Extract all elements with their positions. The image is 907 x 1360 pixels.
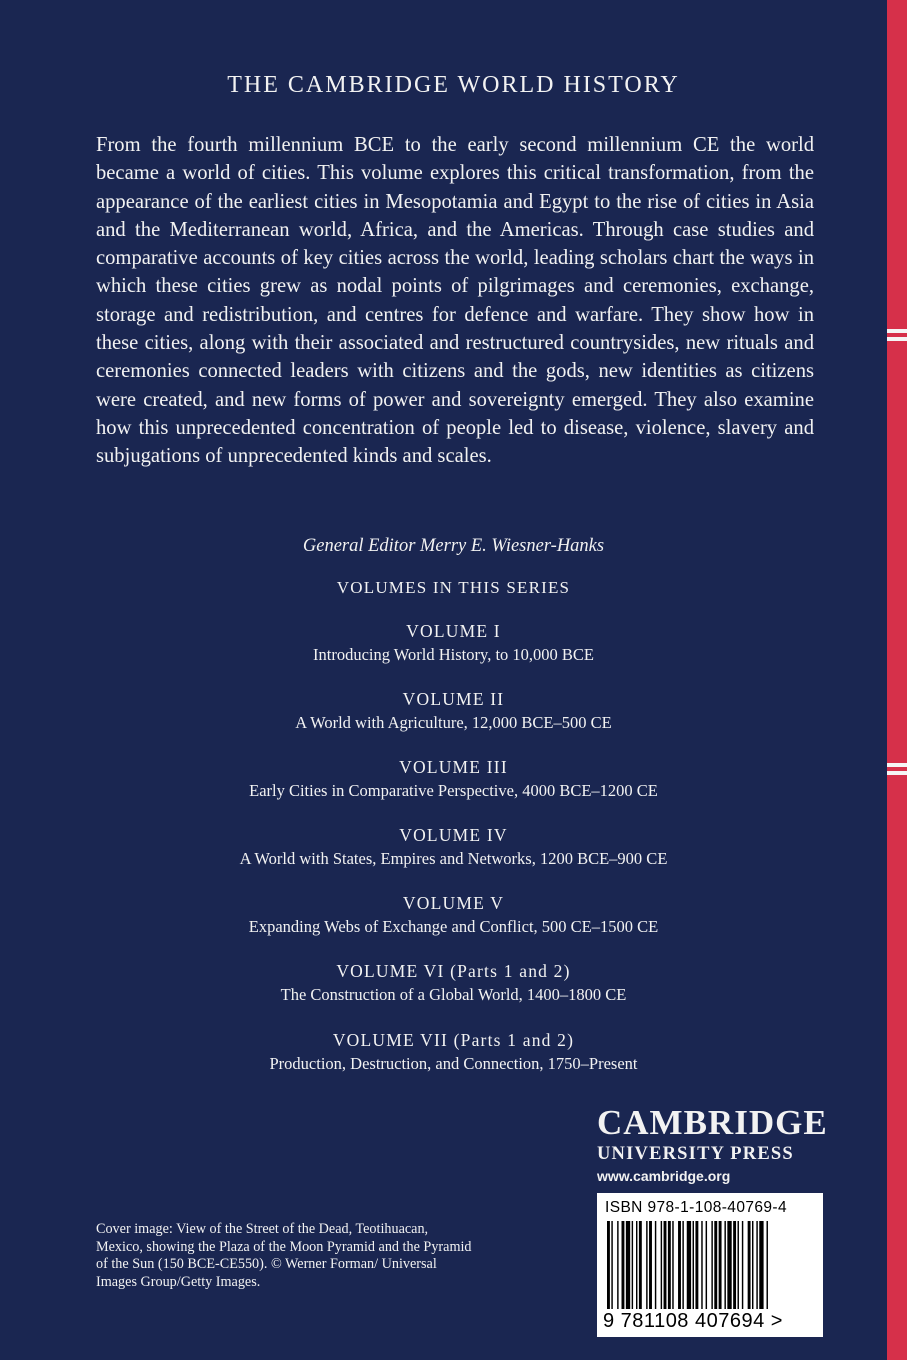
publisher-press: UNIVERSITY PRESS [597,1144,794,1164]
volume-title: Early Cities in Comparative Perspective, 4000 BCE–1200 CE [249,781,658,800]
barcode-bar [714,1221,717,1309]
spine-stripe [887,337,907,341]
volume-label: VOLUME VI (Parts 1 and 2) [336,961,571,981]
isbn-digits: 9 781108 407694 > [603,1310,783,1332]
publisher-logo [597,1104,837,1186]
barcode-bar [664,1221,667,1309]
barcode-bar [759,1221,763,1309]
volume-entry [0,892,907,940]
barcode-bars [607,1221,813,1309]
barcode-bar [678,1221,681,1309]
volume-entry [0,620,907,668]
barcode-bar [752,1221,753,1309]
spine-edge [887,0,907,1360]
volume-label: VOLUME VII (Parts 1 and 2) [332,1030,575,1050]
barcode-bar [626,1221,630,1309]
volume-title: Introducing World History, to 10,000 BCE [313,645,594,664]
volume-label: VOLUME I [406,621,501,641]
volume-title: Expanding Webs of Exchange and Conflict, 500 CE–1500 CE [248,917,659,936]
cover-image-credit: Cover image: View of the Street of the Dead, Teotihuacan, Mexico, showing the Plaza of the Moon Pyramid and the Pyramid of the Sun (150 BCE-CE550). © Werner Forman/ Universal Images Group/Getty Images. [96,1221,472,1290]
isbn-label: ISBN 978-1-108-40769-4 [605,1199,787,1216]
barcode-bar [682,1221,683,1309]
barcode-bar [672,1221,673,1309]
volume-title: Production, Destruction, and Connection, 1750–Present [269,1054,638,1073]
barcode-bar [727,1221,731,1309]
barcode-bar [617,1221,618,1309]
general-editor: General Editor Merry E. Wiesner-Hanks [302,536,605,556]
volume-title: The Construction of a Global World, 1400–1800 CE [280,985,627,1004]
volume-entry [0,824,907,872]
barcode-bar [711,1221,712,1309]
barcode-bar [607,1221,610,1309]
barcode-bar [767,1221,768,1309]
isbn-barcode [597,1193,823,1337]
volume-title: A World with Agriculture, 12,000 BCE–500 CE [295,713,612,732]
barcode-bar [646,1221,647,1309]
barcode-bar [636,1221,637,1309]
volume-entry [0,1029,907,1077]
barcode-bar [724,1221,725,1309]
volume-entry [0,688,907,736]
barcode-bar [693,1221,694,1309]
barcode-bar [695,1221,698,1309]
volume-entry [0,960,907,1008]
blurb-paragraph: From the fourth millennium BCE to the early second millennium CE the world became a world of cities. This volume explores this critical transformation, from the appearance of the earliest cities in Mesopotamia and Egypt to the rise of cities in Asia and the Mediterranean world, Africa, and the Americas. Through case studies and comparative accounts of key cities across the world, leading scholars chart the ways in which these cities grew as nodal points of pilgrimages and ceremonies, exchange, storage and redistribution, and centres for defence and warfare. They show how in these cities, along with their associated and restructured countrysides, new rituals and ceremonies connected leaders with citizens and the gods, new identities as citizens were created, and new forms of power and sovereignty emerged. They also examine how this unprecedented concentration of people led to disease, violence, slavery and subjugations of unprecedented kinds and scales. [96,134,814,468]
volumes-heading: VOLUMES IN THIS SERIES [336,578,571,597]
spine-stripe [887,329,907,333]
barcode-bar [733,1221,736,1309]
volume-label: VOLUME III [399,757,508,777]
barcode-bar [639,1221,642,1309]
barcode-bar [622,1221,625,1309]
barcode-bar [632,1221,633,1309]
barcode-bar [701,1221,702,1309]
barcode-bar [687,1221,691,1309]
barcode-bar [748,1221,751,1309]
volume-label: VOLUME V [402,893,505,913]
barcode-bar [649,1221,652,1309]
publisher-name: CAMBRIDGE [597,1103,828,1142]
barcode-bar [668,1221,671,1309]
barcode-bar [738,1221,739,1309]
publisher-url: www.cambridge.org [597,1168,731,1184]
volume-label: VOLUME II [402,689,505,709]
series-title: THE CAMBRIDGE WORLD HISTORY [227,72,680,98]
barcode-bar [706,1221,707,1309]
volume-label: VOLUME IV [399,825,508,845]
barcode-bar [611,1221,612,1309]
barcode-bar [742,1221,743,1309]
barcode-bar [661,1221,662,1309]
barcode-bar [719,1221,722,1309]
barcode-bar [756,1221,757,1309]
barcode-bar [655,1221,656,1309]
volume-title: A World with States, Empires and Networks, 1200 BCE–900 CE [239,849,668,868]
volume-entry [0,756,907,804]
